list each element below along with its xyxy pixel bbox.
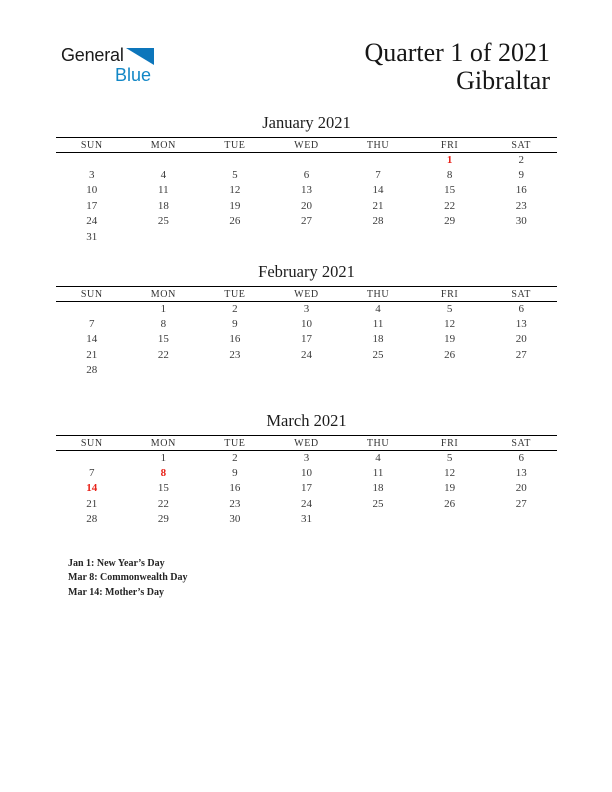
day-cell: 9 (232, 467, 238, 480)
weekday-header-sun: SUN (80, 437, 103, 449)
day-cell: 5 (446, 302, 453, 315)
empty-cell (485, 229, 557, 244)
day-cell: 13 (515, 318, 527, 331)
week-row (56, 332, 557, 347)
day-cell: 1 (160, 451, 167, 464)
day-cell: 14 (86, 482, 98, 495)
weekday-header-sat: SAT (511, 288, 531, 300)
day-cell: 23 (229, 497, 241, 510)
day-cell: 28 (86, 513, 98, 526)
week-row (56, 153, 557, 168)
title-location-line: Gibraltar (456, 66, 550, 95)
day-cell: 21 (86, 348, 98, 361)
day-cell: 21 (372, 199, 384, 212)
day-cell: 7 (375, 169, 381, 182)
day-cell: 30 (229, 513, 241, 526)
empty-cell (199, 153, 271, 168)
empty-cell (485, 363, 557, 378)
empty-cell (128, 153, 200, 168)
weekday-header-row (56, 138, 557, 153)
day-cell: 31 (86, 230, 98, 243)
day-cell: 16 (229, 333, 241, 346)
day-cell: 24 (86, 215, 98, 228)
day-cell: 26 (444, 497, 456, 510)
day-cell: 7 (89, 318, 95, 331)
day-cell: 25 (157, 215, 169, 228)
weekday-header-thu: THU (366, 139, 390, 151)
day-cell: 19 (444, 482, 456, 495)
empty-cell (414, 229, 486, 244)
day-cell: 11 (158, 184, 169, 197)
day-cell: 12 (444, 318, 456, 331)
day-cell: 17 (86, 199, 98, 212)
empty-cell (199, 229, 271, 244)
holiday-list (68, 557, 188, 600)
empty-cell (271, 363, 343, 378)
day-cell: 14 (372, 184, 384, 197)
weekday-header-fri: FRI (440, 437, 459, 449)
empty-cell (342, 153, 414, 168)
day-cell: 28 (372, 215, 384, 228)
weekday-header-thu: THU (366, 288, 390, 300)
month-february-2021 (56, 263, 557, 378)
empty-cell (199, 363, 271, 378)
day-cell: 20 (515, 482, 527, 495)
day-cell: 21 (86, 497, 98, 510)
month-january-2021 (56, 114, 557, 245)
empty-cell (56, 153, 128, 168)
day-cell: 28 (86, 364, 98, 377)
day-cell: 10 (86, 184, 98, 197)
day-cell: 23 (515, 199, 527, 212)
empty-cell (128, 363, 200, 378)
day-cell: 26 (229, 215, 241, 228)
day-cell: 25 (372, 497, 384, 510)
month-march-2021 (56, 412, 557, 527)
week-row (56, 302, 557, 317)
week-row (56, 466, 557, 481)
day-cell: 10 (300, 467, 312, 480)
weekday-header-sun: SUN (80, 139, 103, 151)
day-cell: 1 (446, 153, 453, 166)
calendar-table (56, 286, 557, 378)
day-cell: 27 (515, 348, 527, 361)
day-cell: 15 (444, 184, 456, 197)
holiday-note: Mar 8: Commonwealth Day (68, 572, 188, 584)
day-cell: 29 (444, 215, 456, 228)
day-cell: 23 (229, 348, 241, 361)
month-title: March 2021 (266, 411, 347, 430)
weekday-header-sun: SUN (80, 288, 103, 300)
week-row (56, 481, 557, 496)
day-cell: 4 (375, 451, 381, 464)
empty-cell (56, 451, 128, 466)
day-cell: 15 (157, 333, 169, 346)
empty-cell (342, 363, 414, 378)
weekday-header-mon: MON (150, 139, 176, 151)
day-cell: 27 (515, 497, 527, 510)
month-title: February 2021 (258, 262, 355, 281)
weekday-header-sat: SAT (511, 437, 531, 449)
months-container (56, 0, 557, 560)
day-cell: 11 (372, 467, 384, 480)
day-cell: 2 (232, 451, 238, 464)
day-cell: 18 (372, 482, 384, 495)
day-cell: 6 (303, 169, 310, 182)
day-cell: 8 (160, 318, 167, 331)
day-cell: 6 (518, 451, 524, 464)
week-row (56, 512, 557, 527)
day-cell: 16 (515, 184, 527, 197)
weekday-header-tue: TUE (224, 437, 246, 449)
month-title: January 2021 (262, 113, 351, 132)
weekday-header-fri: FRI (440, 139, 459, 151)
day-cell: 31 (300, 513, 312, 526)
week-row (56, 497, 557, 512)
week-row (56, 317, 557, 332)
week-row (56, 348, 557, 363)
empty-cell (342, 229, 414, 244)
week-row (56, 168, 557, 183)
day-cell: 18 (157, 199, 169, 212)
day-cell: 17 (300, 333, 312, 346)
day-cell: 24 (300, 497, 312, 510)
weekday-header-wed: WED (294, 288, 319, 300)
holiday-note: Mar 14: Mother’s Day (68, 586, 164, 598)
day-cell: 6 (518, 302, 524, 315)
holiday-note: Jan 1: New Year’s Day (68, 558, 165, 569)
day-cell: 13 (300, 184, 312, 197)
day-cell: 29 (157, 513, 169, 526)
day-cell: 18 (372, 333, 384, 346)
day-cell: 3 (89, 169, 95, 182)
day-cell: 27 (300, 215, 312, 228)
day-cell: 12 (229, 184, 241, 197)
day-cell: 4 (160, 169, 167, 182)
empty-cell (128, 229, 200, 244)
calendar-table (56, 137, 557, 245)
weekday-header-tue: TUE (224, 288, 246, 300)
empty-cell (271, 229, 343, 244)
day-cell: 15 (157, 482, 169, 495)
day-cell: 22 (444, 199, 456, 212)
day-cell: 14 (86, 333, 98, 346)
weekday-header-tue: TUE (224, 139, 246, 151)
weekday-header-sat: SAT (511, 139, 531, 151)
day-cell: 17 (300, 482, 312, 495)
day-cell: 5 (446, 451, 453, 464)
day-cell: 4 (375, 302, 381, 315)
day-cell: 2 (518, 153, 524, 166)
weekday-header-row (56, 287, 557, 302)
day-cell: 26 (444, 348, 456, 361)
day-cell: 2 (232, 302, 238, 315)
weekday-header-fri: FRI (440, 288, 459, 300)
weekday-header-mon: MON (150, 437, 176, 449)
empty-cell (414, 512, 486, 527)
weekday-header-wed: WED (294, 139, 319, 151)
weekday-header-wed: WED (294, 437, 319, 449)
week-row (56, 214, 557, 229)
day-cell: 5 (232, 169, 238, 182)
weekday-header-row (56, 436, 557, 451)
week-row (56, 199, 557, 214)
day-cell: 22 (157, 497, 169, 510)
day-cell: 16 (229, 482, 241, 495)
day-cell: 20 (300, 199, 312, 212)
title-quarter-line: Quarter 1 of 2021 (364, 38, 550, 67)
day-cell: 12 (444, 467, 456, 480)
day-cell: 19 (444, 333, 456, 346)
week-row (56, 451, 557, 466)
day-cell: 1 (160, 302, 167, 315)
week-row (56, 229, 557, 244)
day-cell: 3 (303, 302, 310, 315)
day-cell: 19 (229, 199, 241, 212)
logo-text-blue: Blue (115, 65, 152, 85)
day-cell: 9 (518, 169, 524, 182)
day-cell: 25 (372, 348, 384, 361)
day-cell: 9 (232, 318, 238, 331)
day-cell: 11 (372, 318, 384, 331)
day-cell: 10 (300, 318, 312, 331)
empty-cell (485, 512, 557, 527)
empty-cell (342, 512, 414, 527)
day-cell: 30 (515, 215, 527, 228)
day-cell: 3 (303, 451, 310, 464)
day-cell: 20 (515, 333, 527, 346)
logo-text-general: General (61, 45, 124, 65)
week-row (56, 363, 557, 378)
empty-cell (271, 153, 343, 168)
weekday-header-thu: THU (366, 437, 390, 449)
weekday-header-mon: MON (150, 288, 176, 300)
day-cell: 22 (157, 348, 169, 361)
empty-cell (56, 302, 128, 317)
day-cell: 24 (300, 348, 312, 361)
day-cell: 13 (515, 467, 527, 480)
week-row (56, 183, 557, 198)
empty-cell (414, 363, 486, 378)
calendar-table (56, 435, 557, 527)
day-cell: 7 (89, 467, 95, 480)
day-cell: 8 (160, 467, 167, 480)
day-cell: 8 (446, 169, 453, 182)
